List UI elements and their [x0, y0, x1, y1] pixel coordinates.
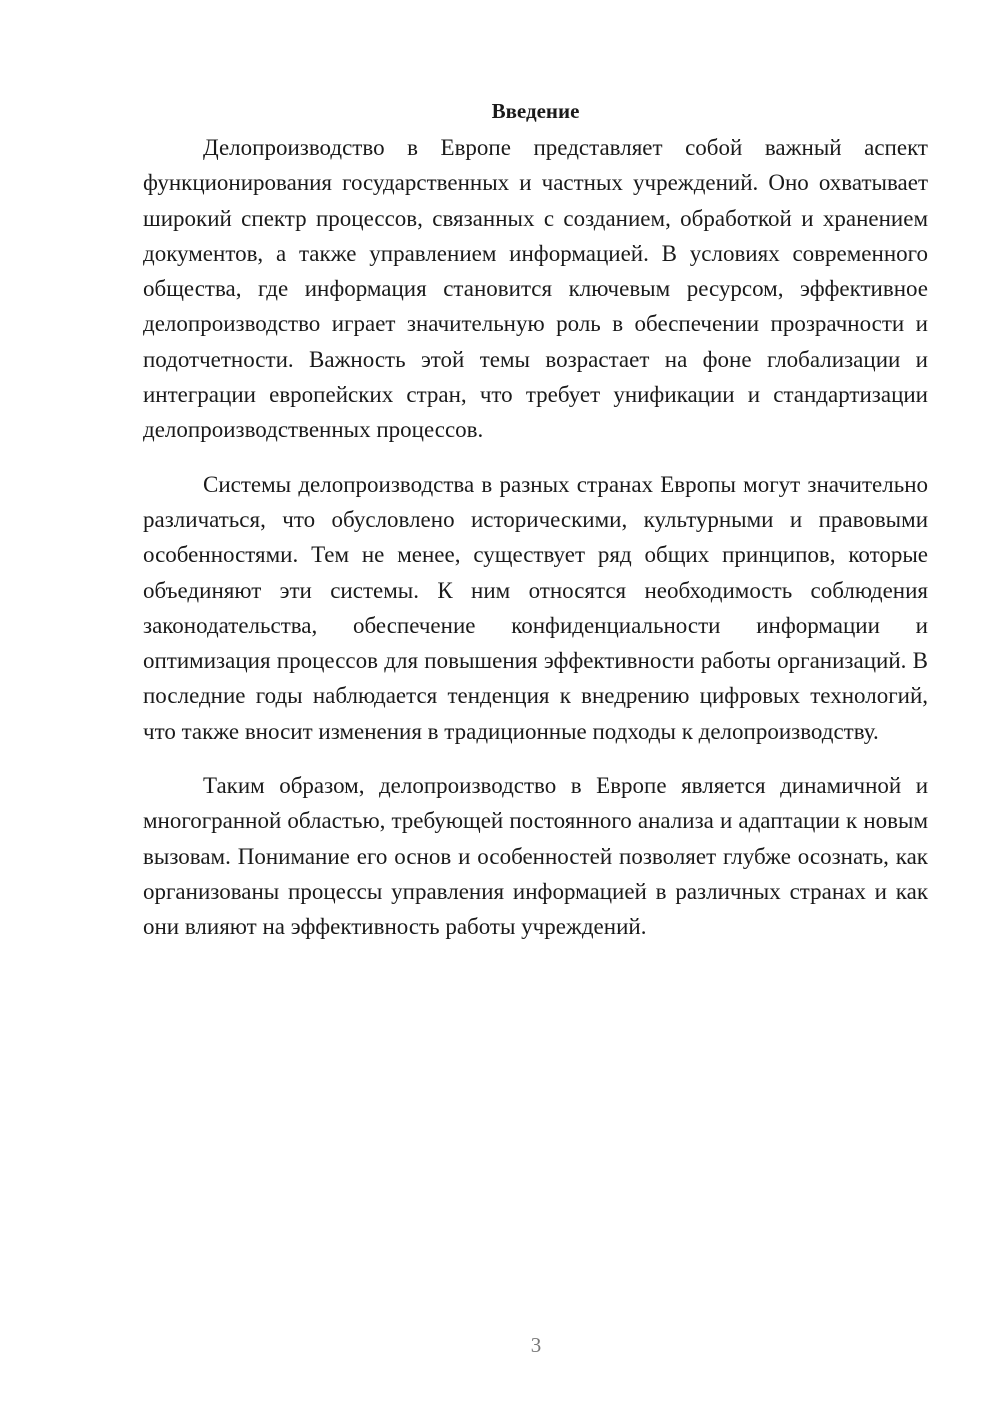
paragraph-3: Таким образом, делопроизводство в Европе является динамичной и многогранной областью, требующей постоянного анализа и адаптации к новым вызовам. Понимание его основ и особенностей позволяет глубже осознать, как организованы процессы управления информацией в различных странах и как они влияют на эффективность работы учреждений. — [143, 773, 928, 940]
section-heading: Введение — [491, 99, 580, 123]
page-number: 3 — [530, 1333, 542, 1357]
paragraph-2: Системы делопроизводства в разных странах Европы могут значительно различаться, что обусловлено историческими, культурными и правовыми особенностями. Тем не менее, существует ряд общих принципов, которые объединяют эти системы. К ним относятся необходимость соблюдения законодательства, обеспечение конфиденциальности информации и оптимизация процессов для повышения эффективности работы организаций. В последние годы наблюдается тенденция к внедрению цифровых технологий, что также вносит изменения в традиционные подходы к делопроизводству. — [143, 471, 928, 744]
page-content — [143, 96, 928, 945]
paragraph-1: Делопроизводство в Европе представляет собой важный аспект функционирования государственных и частных учреждений. Оно охватывает широкий спектр процессов, связанных с созданием, обработкой и хранением документов, а также управлением информацией. В условиях современного общества, где информация становится ключевым ресурсом, эффективное делопроизводство играет значительную роль в обеспечении прозрачности и подотчетности. Важность этой темы возрастает на фоне глобализации и интеграции европейских стран, что требует унификации и стандартизации делопроизводственных процессов. — [143, 135, 928, 443]
